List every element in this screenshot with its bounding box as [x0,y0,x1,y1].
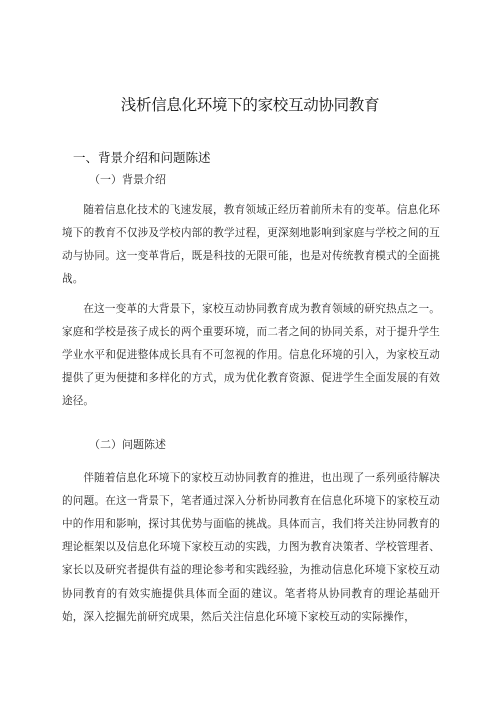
document-title: 浅析信息化环境下的家校互动协同教育 [120,96,380,114]
subsection-heading-background-intro: （一）背景介绍 [89,173,166,186]
paragraph-background-1: 随着信息化技术的飞速发展，教育领域正经历着前所未有的变革。信息化环境下的教育不仅涉及学校内部的教学过程，更深刻地影响到家庭与学校之间的互动与协同。这一变革背后，既是科技的无限可能，也是对传统教育模式的全面挑战。 [62,203,440,286]
paragraph-background-2: 在这一变革的大背景下，家校互动协同教育成为教育领域的研究热点之一。家庭和学校是孩子成长的两个重要环境，而二者之间的协同关系，对于提升学生学业水平和促进整体成长具有不可忽视的作用。信息化环境的引入，为家校互动提供了更为便捷和多样化的方式，成为优化教育资源、促进学生全面发展的有效途径。 [62,302,440,408]
subsection-heading-problem-statement: （二）问题陈述 [89,438,166,451]
paragraph-problem-statement: 伴随着信息化环境下的家校互动协同教育的推进，也出现了一系列亟待解决的问题。在这一背景下，笔者通过深入分析协同教育在信息化环境下的家校互动中的作用和影响，探讨其优势与面临的挑战。具体而言，我们将关注协同教育的理论框架以及信息化环境下家校互动的实践，力图为教育决策者、学校管理者、家长以及研究者提供有益的理论参考和实践经验，为推动信息化环境下家校互动协同教育的有效实施提供具体而全面的建议。笔者将从协同教育的理论基础开始，深入挖掘先前研究成果，然后关注信息化环境下家校互动的实际操作， [62,471,440,623]
section-heading-background: 一、背景介绍和问题陈述 [73,150,211,165]
